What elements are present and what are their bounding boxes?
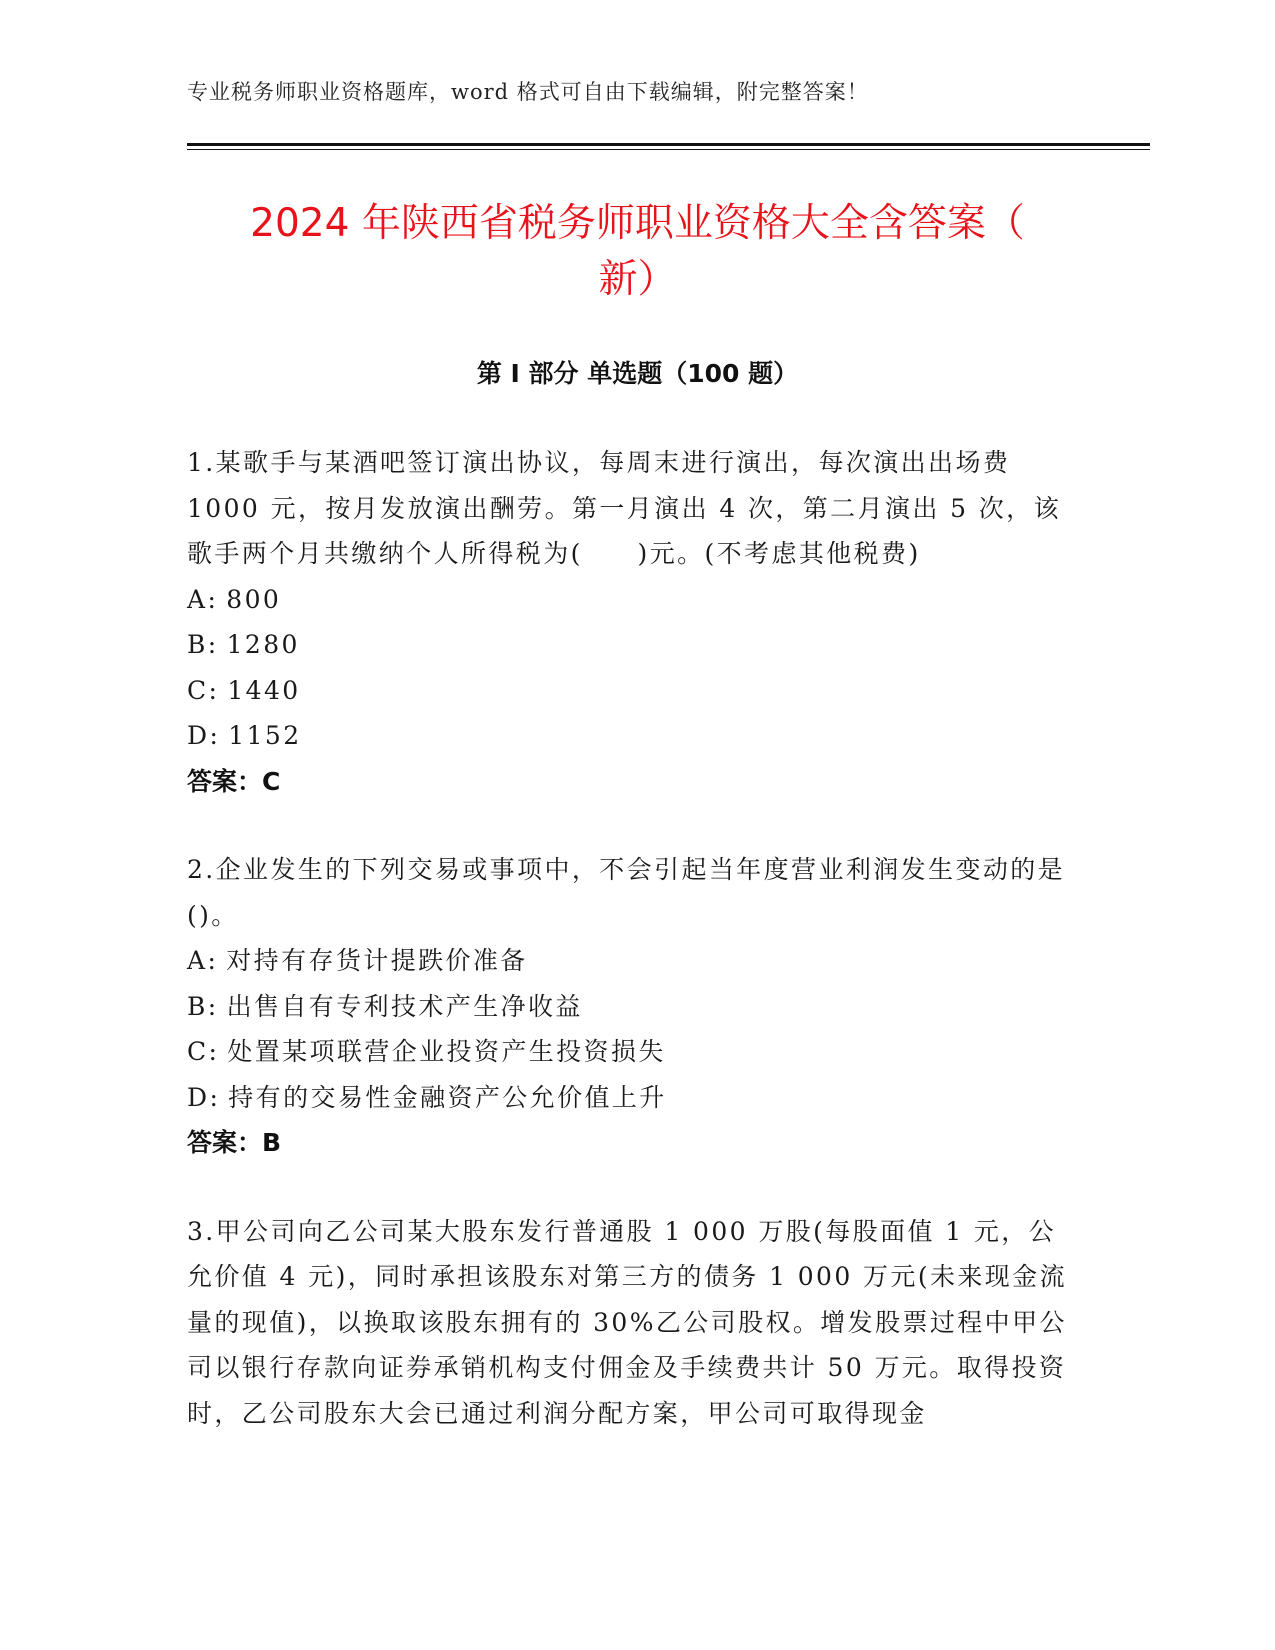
option-text: 持有的交易性金融资产公允价值上升 [228,1082,667,1112]
option-text: 1152 [228,721,302,750]
section-heading: 第 I 部分 单选题（100 题） [476,359,799,388]
option-a [187,577,1067,623]
option-letter: B: [187,991,219,1021]
option-letter: C: [187,675,220,705]
option-d [187,713,1067,759]
question-stem: 2.企业发生的下列交易或事项中，不会引起当年度营业利润发生变动的是()。 [187,855,1066,930]
option-letter: A: [187,584,219,614]
header-rule-thin [187,149,1150,150]
header-rule-thick [187,143,1150,146]
option-text: 出售自有专利技术产生净收益 [226,991,583,1021]
option-b [187,984,1067,1030]
document-title [180,196,1095,308]
question-2 [187,847,1067,1166]
option-text: 对持有存货计提跌价准备 [226,946,528,975]
option-letter: D: [187,1082,221,1112]
question-3 [187,1209,1067,1437]
option-letter: D: [187,721,221,750]
answer-label: 答案：B [187,1128,282,1157]
option-c [187,1029,1067,1075]
option-text: 800 [226,584,282,614]
option-letter: B: [187,630,219,659]
option-c [187,668,1067,714]
question-stem: 3.甲公司向乙公司某大股东发行普通股 1 000 万股(每股面值 1 元，公允价值 4 元)，同时承担该股东对第三方的债务 1 000 万元(未来现金流量的现值)，以换取该股东拥有的 30%乙公司股权。增发股票过程中甲公司以银行存款向证券承销机构支付佣金及手续费共计 50 万元。取得投资时，乙公司股东大会已通过利润分配方案，甲公司可取得现金 [187,1216,1067,1428]
option-d [187,1075,1067,1121]
option-letter: A: [187,946,219,975]
option-letter: C: [187,1037,220,1066]
question-1 [187,440,1067,804]
header-note: 专业税务师职业资格题库，word 格式可自由下载编辑，附完整答案！ [187,80,869,104]
option-text: 处置某项联营企业投资产生投资损失 [227,1037,666,1066]
answer-label: 答案：C [187,766,281,796]
question-list [187,440,1067,1479]
option-text: 1440 [227,675,301,705]
option-b [187,622,1067,668]
question-stem: 1.某歌手与某酒吧签订演出协议，每周末进行演出，每次演出出场费 1000 元，按月发放演出酬劳。第一月演出 4 次，第二月演出 5 次，该歌手两个月共缴纳个人所得税为( )元。(不考虑其他税费) [187,448,1061,568]
option-text: 1280 [226,630,300,659]
option-a [187,938,1067,984]
document-title-line-2: 新） [598,257,677,302]
document-title-line-1: 2024 年陕西省税务师职业资格大全含答案（ [250,201,1025,246]
